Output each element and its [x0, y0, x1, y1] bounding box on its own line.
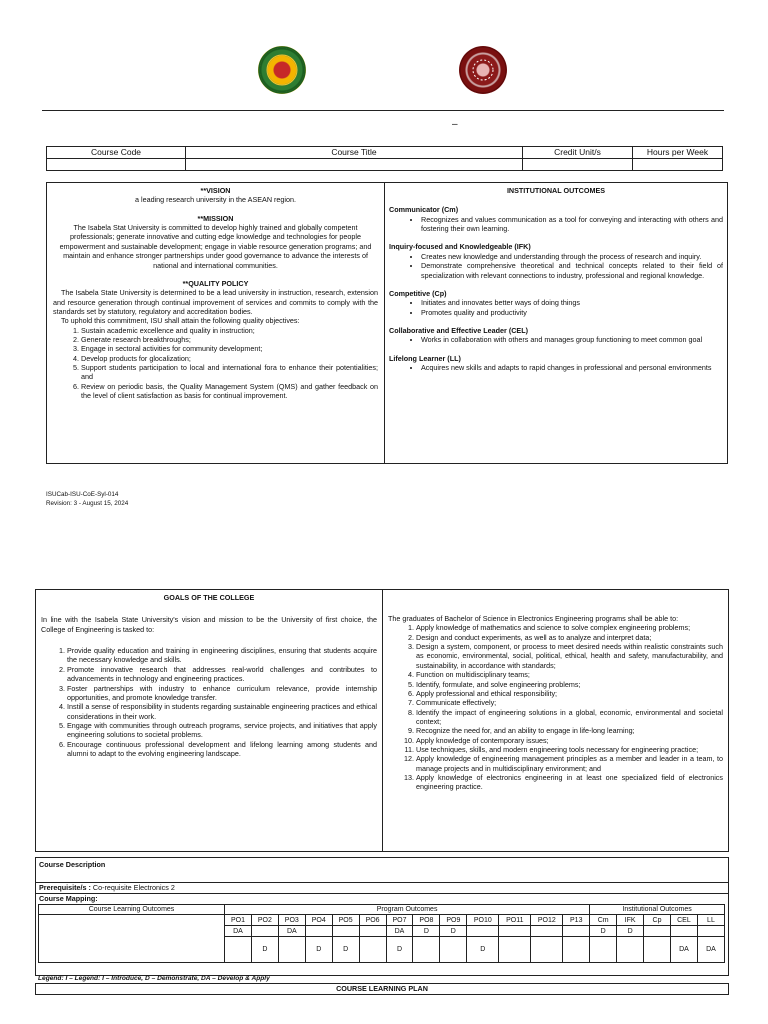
mapping-cell: D — [617, 926, 644, 937]
list-item: 1. Apply knowledge of mathematics and science to solve complex engineering problems; — [416, 623, 723, 632]
mapping-col-header: PO2 — [251, 915, 278, 926]
course-header-table — [46, 146, 723, 171]
list-item: • Promotes quality and productivity — [421, 308, 723, 317]
header-divider — [42, 110, 724, 111]
goals-list — [41, 646, 377, 758]
document-revision: Revision: 3 - August 15, 2024 — [46, 500, 129, 507]
course-mapping-label: Course Mapping: — [39, 894, 98, 903]
prerequisite-value: Co-requisite Electronics 2 — [90, 883, 175, 892]
quality-objectives-list — [53, 326, 378, 401]
goals-intro: In line with the Isabela State University's vision and mission to be the University of first choice, the College of Engineering is tasked to: — [41, 615, 377, 634]
col-course-title: Course Title — [186, 147, 523, 159]
list-item: 3. Foster partnerships with industry to enhance curriculum relevance, provide internship opportunities, and promote knowledge transfer. — [67, 684, 377, 703]
list-item: • Recognizes and values communication as a tool for conveying and interacting with others and fostering their own learning. — [421, 215, 723, 234]
list-item: 6. Apply professional and ethical responsibility; — [416, 689, 723, 698]
list-item: • Works in collaboration with others and manages group functioning to meet common goal — [421, 335, 723, 344]
goals-title: GOALS OF THE COLLEGE — [163, 593, 255, 602]
institutional-outcomes-box — [384, 182, 728, 464]
list-item: 2. Promote innovative research that addresses real-world challenges and contributes to advancements in technology and engineering practices. — [67, 665, 377, 684]
io-group-cp: Competitive (Cp) — [389, 288, 447, 298]
mapping-cell — [225, 937, 252, 963]
mapping-col-header: PO11 — [499, 915, 531, 926]
mapping-col-header: PO4 — [305, 915, 332, 926]
io-header: Institutional Outcomes — [590, 905, 725, 915]
mapping-col-header: PO3 — [278, 915, 305, 926]
vision-text: a leading research university in the ASEAN region. — [134, 195, 296, 205]
mapping-cell — [499, 937, 531, 963]
mapping-cell: DA — [225, 926, 252, 937]
list-item: 2. Generate research breakthroughs; — [81, 335, 378, 344]
mapping-cell — [563, 926, 590, 937]
header-dash: – — [452, 119, 458, 130]
io-group-ll: Lifelong Learner (LL) — [389, 353, 461, 363]
mapping-col-header: PO12 — [531, 915, 563, 926]
mapping-cell — [617, 937, 644, 963]
col-credit-units: Credit Unit/s — [523, 147, 633, 159]
prerequisite-label: Prerequisite/s : — [39, 883, 91, 892]
col-hours-per-week: Hours per Week — [633, 147, 723, 159]
mapping-cell — [531, 926, 563, 937]
legend: Legend: I – Legend: I – Introduce, D – Demonstrate, DA – Develop & Apply — [38, 975, 270, 982]
list-item: 5. Identify, formulate, and solve engineering problems; — [416, 680, 723, 689]
mission-title: **MISSION — [197, 213, 234, 223]
mapping-cell: D — [440, 926, 467, 937]
mapping-col-header: Cp — [644, 915, 671, 926]
mapping-cell — [278, 937, 305, 963]
program-outcomes-intro: The graduates of Bachelor of Science in Electronics Engineering programs shall be able to: — [388, 614, 679, 623]
list-item: 3. Design a system, component, or process to meet desired needs within realistic constraints such as economic, environmental, social, political, ethical, health and safety, manufacturability, and sustainability, in accordance with standards; — [416, 642, 723, 670]
io-group-cel: Collaborative and Effective Leader (CEL) — [389, 325, 528, 335]
mapping-cell: D — [386, 937, 413, 963]
io-group-ifk: Inquiry-focused and Knowledgeable (IFK) — [389, 242, 531, 252]
list-item: • Acquires new skills and adapts to rapid changes in professional and personal environments — [421, 363, 723, 372]
col-course-code: Course Code — [47, 147, 186, 159]
list-item: • Creates new knowledge and understanding through the process of research and inquiry. — [421, 252, 723, 261]
list-item: 2. Design and conduct experiments, as well as to analyze and interpret data; — [416, 633, 723, 642]
mapping-col-header: PO1 — [225, 915, 252, 926]
mapping-cell: D — [305, 937, 332, 963]
mapping-cell: DA — [697, 937, 724, 963]
mapping-cell — [563, 937, 590, 963]
mapping-cell — [413, 937, 440, 963]
mapping-cell — [305, 926, 332, 937]
college-seal-logo — [459, 46, 507, 94]
mapping-cell: D — [467, 937, 499, 963]
list-item: 1. Sustain academic excellence and quality in instruction; — [81, 326, 378, 335]
list-item: 5. Engage with communities through outreach programs, service projects, and initiatives that apply engineering solutions to societal problems. — [67, 721, 377, 740]
mapping-col-header: Cm — [590, 915, 617, 926]
mapping-col-header: PO9 — [440, 915, 467, 926]
list-item: 11. Use techniques, skills, and modern engineering tools necessary for engineering practice; — [416, 745, 723, 754]
mapping-cell — [467, 926, 499, 937]
mapping-col-header: PO7 — [386, 915, 413, 926]
vision-title: **VISION — [200, 186, 231, 195]
mapping-col-header: PO5 — [332, 915, 359, 926]
list-item: 6. Review on periodic basis, the Quality Management System (QMS) and gather feedback on the level of client satisfaction as basis for continual improvement. — [81, 382, 378, 401]
mapping-cell: DA — [670, 937, 697, 963]
list-item: 6. Encourage continuous professional development and lifelong learning among students and alumni to adapt to the evolving engineering landscape. — [67, 740, 377, 759]
list-item: 12. Apply knowledge of engineering management principles as a member and leader in a team, to manage projects and in multidisciplinary environment; and — [416, 754, 723, 773]
list-item: 1. Provide quality education and training in engineering disciplines, ensuring that students acquire the necessary knowledge and skills. — [67, 646, 377, 665]
mapping-cell: DA — [278, 926, 305, 937]
quality-policy-text: The Isabela State University is determined to be a lead university in instruction, research, extension and resource generation through continual improvement of services and commits to comply with the standards set by statutory, regulatory and accreditation bodies. — [53, 288, 378, 316]
list-item: 8. Identify the impact of engineering solutions in a global, economic, environmental and societal context; — [416, 708, 723, 727]
io-group-cm: Communicator (Cm) — [389, 205, 459, 215]
po-header: Program Outcomes — [225, 905, 590, 915]
document-code: ISUCab-ISU-CoE-Syl-014 — [46, 491, 119, 498]
clo-header: Course Learning Outcomes — [39, 905, 225, 915]
mapping-cell — [697, 926, 724, 937]
course-description-box — [35, 857, 729, 883]
program-outcomes-box — [382, 589, 729, 852]
list-item: • Initiates and innovates better ways of doing things — [421, 298, 723, 307]
list-item: 10. Apply knowledge of contemporary issues; — [416, 736, 723, 745]
list-item: 4. Function on multidisciplinary teams; — [416, 670, 723, 679]
mapping-cell: DA — [386, 926, 413, 937]
mapping-cell — [644, 937, 671, 963]
mapping-cell: D — [251, 937, 278, 963]
mapping-col-header: IFK — [617, 915, 644, 926]
course-mapping-table — [38, 904, 725, 963]
list-item: 4. Instill a sense of responsibility in students regarding sustainable engineering practices and ethical considerations in their work. — [67, 702, 377, 721]
list-item: 7. Communicate effectively; — [416, 698, 723, 707]
mapping-cell — [359, 926, 386, 937]
list-item: 4. Develop products for glocalization; — [81, 354, 378, 363]
list-item: 3. Engage in sectoral activities for community development; — [81, 344, 378, 353]
learning-plan-title: COURSE LEARNING PLAN — [336, 984, 428, 993]
vmq-box — [46, 182, 385, 464]
mapping-cell: D — [413, 926, 440, 937]
mapping-cell — [670, 926, 697, 937]
mapping-cell — [531, 937, 563, 963]
mapping-cell — [644, 926, 671, 937]
goals-box — [35, 589, 383, 852]
mapping-col-header: LL — [697, 915, 724, 926]
mapping-cell — [359, 937, 386, 963]
mapping-cell — [590, 937, 617, 963]
university-seal-logo — [258, 46, 306, 94]
institutional-outcomes-title: INSTITUTIONAL OUTCOMES — [506, 186, 606, 195]
mapping-col-header: PO10 — [467, 915, 499, 926]
mapping-cell — [440, 937, 467, 963]
quality-objectives-intro: To uphold this commitment, ISU shall attain the following quality objectives: — [61, 316, 300, 326]
mapping-col-header: PO6 — [359, 915, 386, 926]
mapping-cell — [251, 926, 278, 937]
mission-text: The Isabela Stat University is committed to develop highly trained and globally competent professionals; generate innovative and cutting edge knowledge and technologies for people empowerment and sustainable development; engage in viable resource generation programs; and maintain and enhance stronger partnerships under good governance to advance the interests of national and international communities. — [59, 223, 372, 270]
quality-policy-title: **QUALITY POLICY — [182, 278, 249, 288]
mapping-cell: D — [590, 926, 617, 937]
mapping-col-header: PO8 — [413, 915, 440, 926]
mapping-cell: D — [332, 937, 359, 963]
list-item: 5. Support students participation to local and international fora to enhance their potentialities; and — [81, 363, 378, 382]
list-item: • Demonstrate comprehensive theoretical and technical concepts related to their field of specialization with relevant connections to industry, professional and regional knowledge. — [421, 261, 723, 280]
learning-plan-row — [35, 983, 729, 995]
mapping-cell — [499, 926, 531, 937]
list-item: 13. Apply knowledge of electronics engineering in at least one specialized field of electronics engineering practice. — [416, 773, 723, 792]
program-outcomes-list — [388, 623, 723, 791]
list-item: 9. Recognize the need for, and an ability to engage in life-long learning; — [416, 726, 723, 735]
mapping-col-header: CEL — [670, 915, 697, 926]
mapping-cell — [332, 926, 359, 937]
mapping-col-header: P13 — [563, 915, 590, 926]
course-description-label: Course Description — [39, 860, 106, 869]
